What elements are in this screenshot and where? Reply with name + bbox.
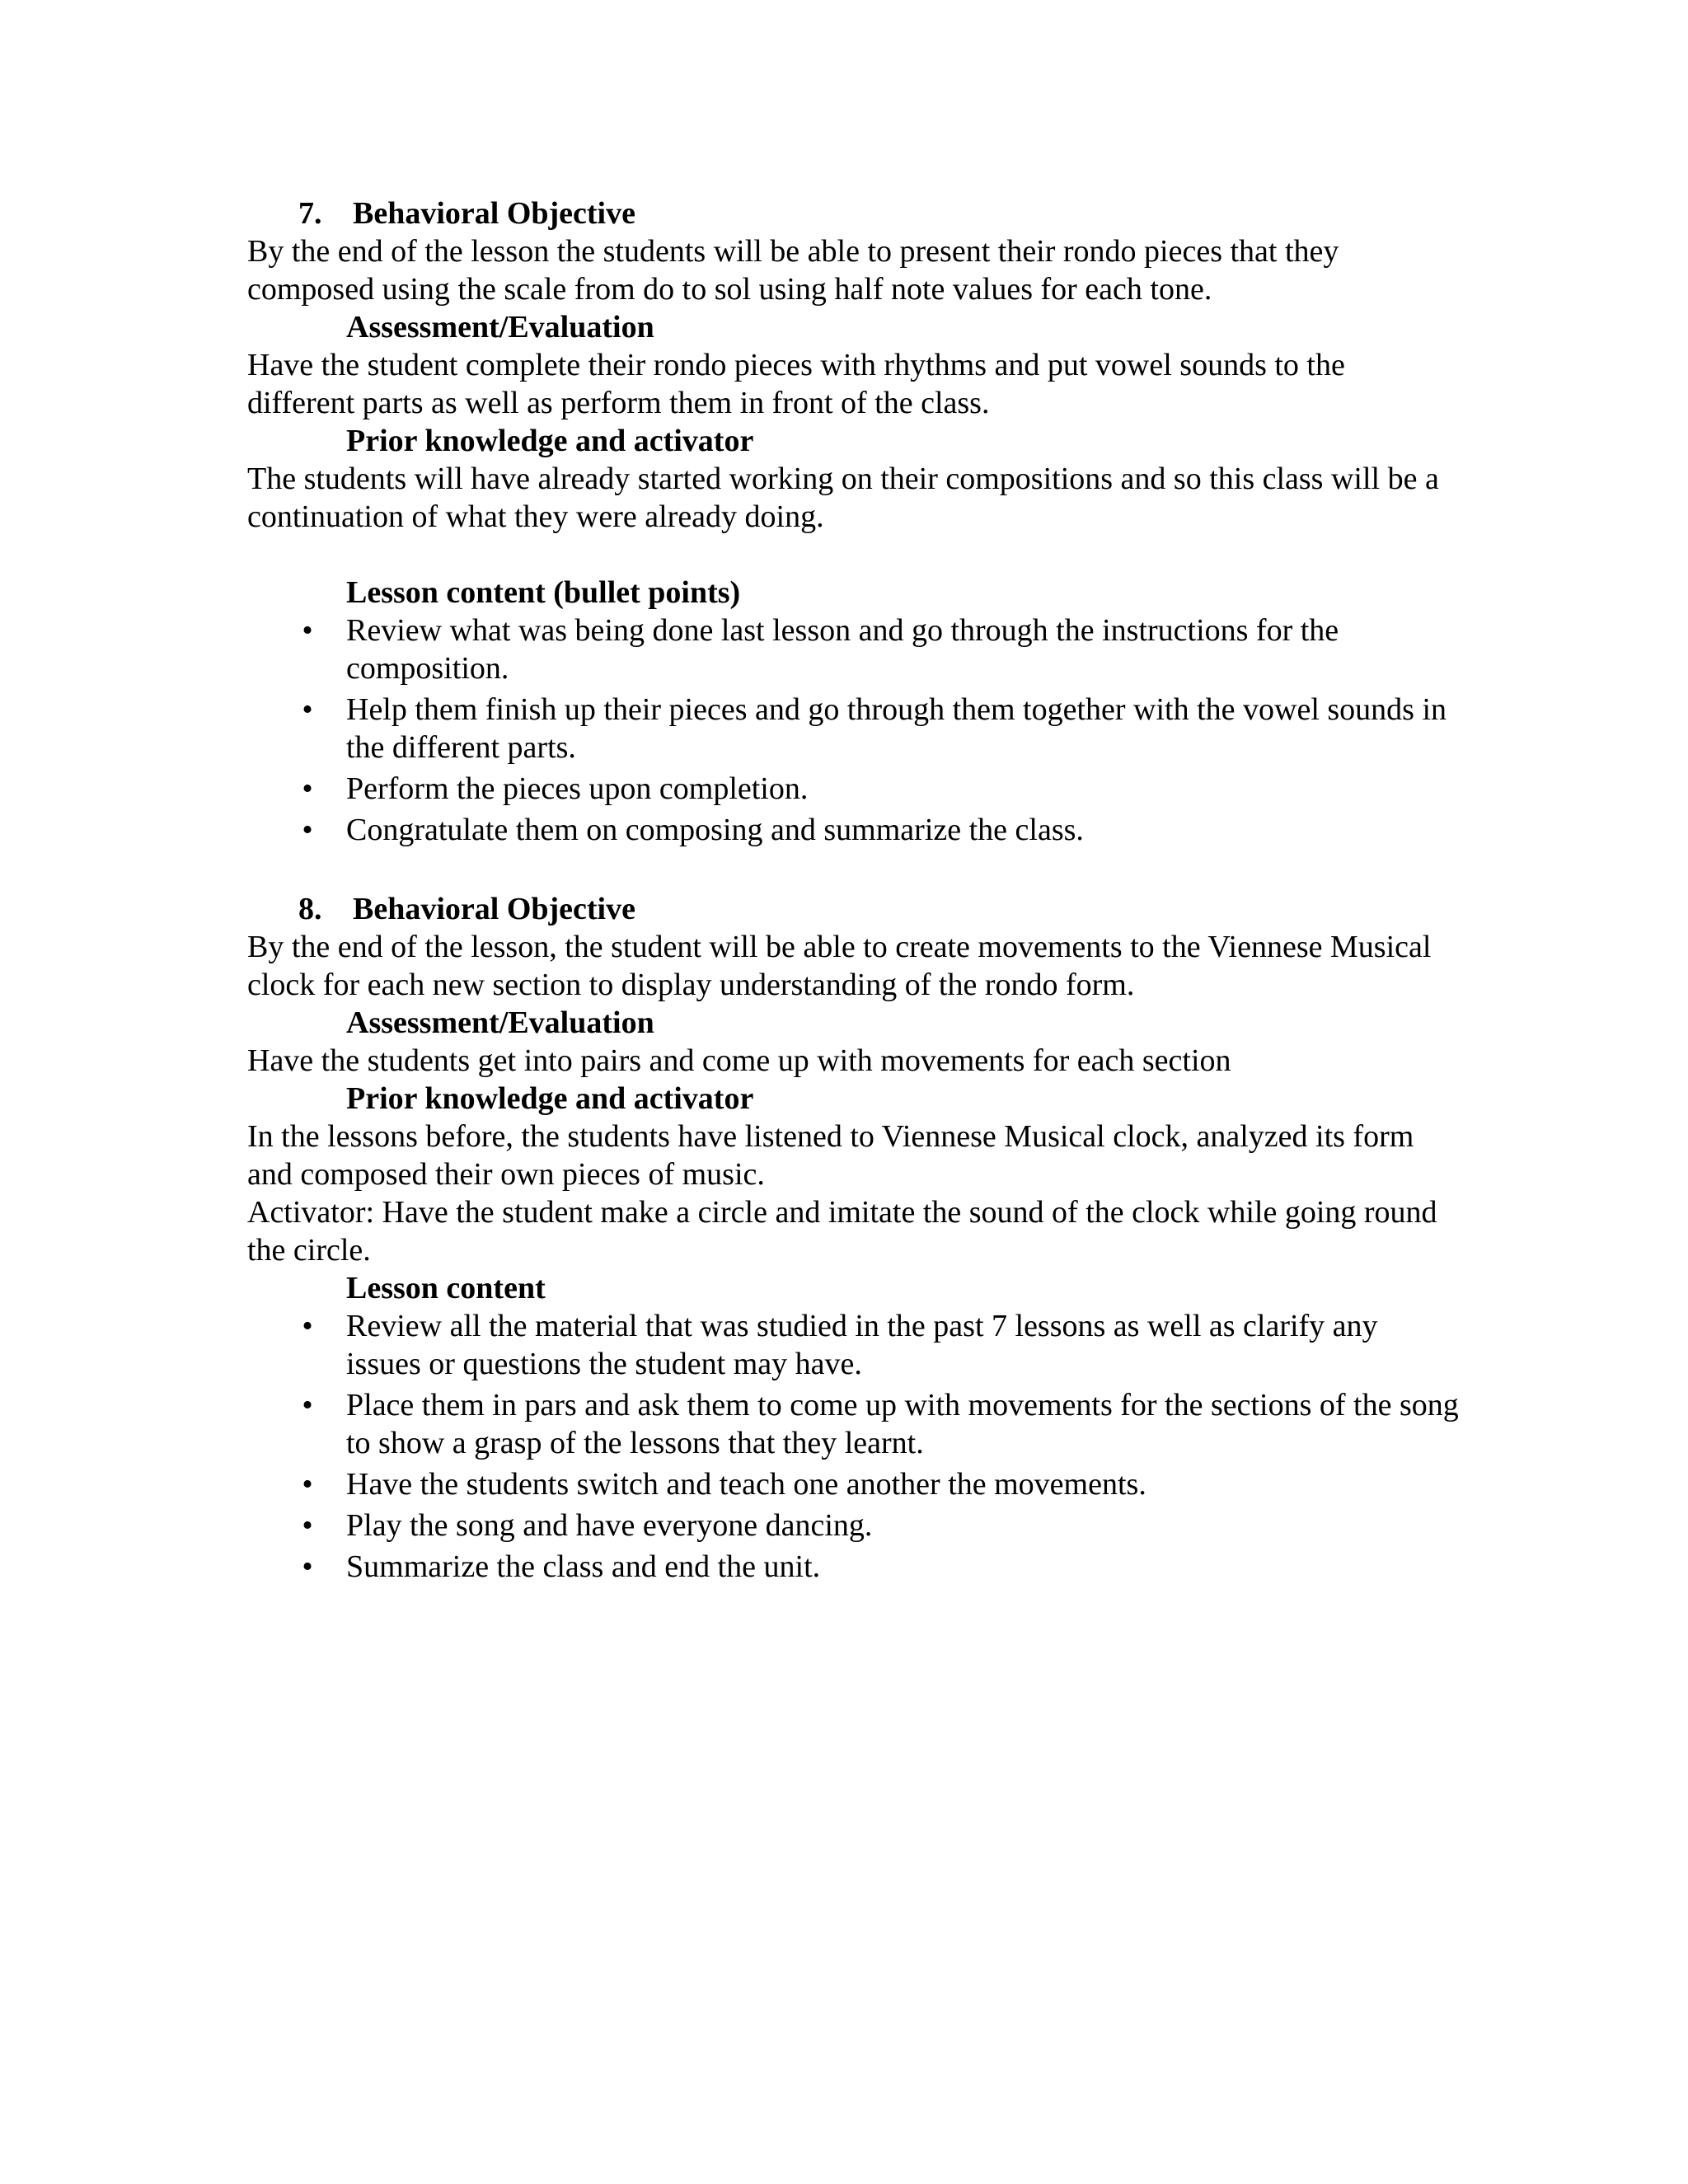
list-item bbox=[247, 770, 1459, 808]
list-item bbox=[247, 811, 1459, 849]
section-number: 8. bbox=[298, 892, 322, 926]
list-item bbox=[247, 1307, 1459, 1383]
assessment-heading: Assessment/Evaluation bbox=[346, 1005, 654, 1040]
prior-knowledge-text: The students will have already started working on their compositions and so this class will be a continuation of what they were already doing. bbox=[247, 462, 1439, 534]
prior-knowledge-text: In the lessons before, the students have listened to Viennese Musical clock, analyzed its form and composed their own pieces of music. bbox=[247, 1119, 1414, 1192]
bullet-icon: • bbox=[302, 1508, 313, 1543]
lesson-content-heading: Lesson content bbox=[346, 1271, 546, 1305]
list-item bbox=[247, 1507, 1459, 1544]
list-item-text: Review all the material that was studied in the past 7 lessons as well as clarify any issues or questions the student may have. bbox=[346, 1309, 1378, 1381]
assessment-heading: Assessment/Evaluation bbox=[346, 310, 654, 344]
document-body bbox=[247, 194, 1459, 1589]
section-number: 7. bbox=[298, 196, 322, 231]
list-item-text: Play the song and have everyone dancing. bbox=[346, 1508, 873, 1543]
list-item-text: Perform the pieces upon completion. bbox=[346, 771, 809, 806]
lesson-section-8 bbox=[247, 890, 1459, 1586]
list-item bbox=[247, 1386, 1459, 1462]
bullet-icon: • bbox=[302, 1549, 313, 1584]
list-item bbox=[247, 1465, 1459, 1503]
lesson-content-heading: Lesson content (bullet points) bbox=[346, 575, 741, 610]
list-item-text: Review what was being done last lesson and go through the instructions for the composition. bbox=[346, 613, 1339, 686]
lesson-section-7 bbox=[247, 194, 1459, 849]
section-title: Behavioral Objective bbox=[353, 892, 635, 926]
spacer bbox=[247, 852, 1459, 890]
activator-text: Activator: Have the student make a circle and imitate the sound of the clock while going round the circle. bbox=[247, 1195, 1437, 1268]
section-heading bbox=[247, 194, 1459, 232]
list-item-text: Place them in pars and ask them to come up with movements for the sections of the song to show a grasp of the lessons that they learnt. bbox=[346, 1388, 1459, 1460]
list-item bbox=[247, 691, 1459, 766]
section-title: Behavioral Objective bbox=[353, 196, 635, 231]
prior-knowledge-heading: Prior knowledge and activator bbox=[346, 1081, 754, 1116]
bullet-icon: • bbox=[302, 692, 313, 727]
bullet-icon: • bbox=[302, 1388, 313, 1422]
prior-knowledge-heading: Prior knowledge and activator bbox=[346, 424, 754, 458]
list-item-text: Summarize the class and end the unit. bbox=[346, 1549, 821, 1584]
list-item-text: Have the students switch and teach one another the movements. bbox=[346, 1467, 1146, 1502]
objective-text: By the end of the lesson, the student will be able to create movements to the Viennese Musical clock for each new section to display understanding of the rondo form. bbox=[247, 930, 1432, 1002]
objective-text: By the end of the lesson the students will be able to present their rondo pieces that they composed using the scale from do to sol using half note values for each tone. bbox=[247, 234, 1339, 307]
bullet-icon: • bbox=[302, 771, 313, 806]
bullet-icon: • bbox=[302, 813, 313, 847]
bullet-icon: • bbox=[302, 613, 313, 648]
list-item bbox=[247, 612, 1459, 687]
lesson-content-list bbox=[247, 1307, 1459, 1586]
assessment-text: Have the student complete their rondo pieces with rhythms and put vowel sounds to the different parts as well as perform them in front of the class. bbox=[247, 348, 1345, 420]
lesson-content-list bbox=[247, 612, 1459, 849]
bullet-icon: • bbox=[302, 1309, 313, 1343]
spacer bbox=[247, 536, 1459, 574]
list-item-text: Help them finish up their pieces and go through them together with the vowel sounds in the different parts. bbox=[346, 692, 1447, 765]
list-item-text: Congratulate them on composing and summarize the class. bbox=[346, 813, 1084, 847]
list-item bbox=[247, 1548, 1459, 1586]
bullet-icon: • bbox=[302, 1467, 313, 1502]
section-heading bbox=[247, 890, 1459, 928]
assessment-text: Have the students get into pairs and come up with movements for each section bbox=[247, 1043, 1231, 1078]
